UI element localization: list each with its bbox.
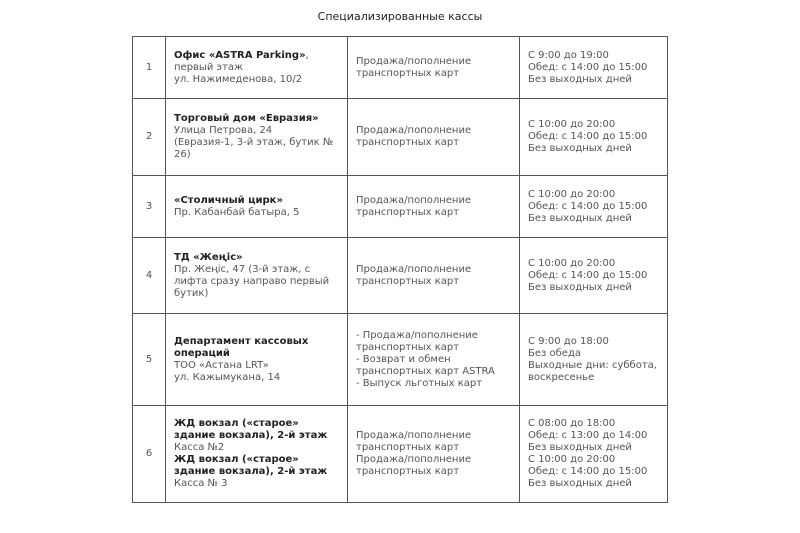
table-row	[133, 37, 668, 99]
location-address: Пр. Кабанбай батыра, 5	[174, 206, 300, 218]
location-cell	[166, 406, 348, 503]
service-item: Продажа/пополнение транспортных карт	[356, 430, 472, 453]
page-title: Специализированные кассы	[317, 10, 483, 23]
location-address: ул. Нажимеденова, 10/2	[174, 73, 303, 85]
hours-line: Обед: с 14:00 до 15:00	[528, 131, 648, 142]
service-item: Продажа/пополнение транспортных карт	[356, 194, 472, 218]
hours-line: Обед: с 14:00 до 15:00	[528, 466, 648, 477]
services-cell	[348, 99, 520, 176]
hours-line: С 10:00 до 20:00	[528, 454, 616, 465]
hours-line: Без выходных дней	[528, 478, 632, 489]
location-name: ТД «Жеңіс»	[174, 251, 243, 263]
location-name-secondary: ЖД вокзал («старое» здание вокзала), 2-й этаж	[174, 454, 328, 477]
hours-cell	[520, 99, 668, 176]
table-row	[133, 176, 668, 238]
location-address: Пр. Жеңіс, 47 (3-й этаж, с лифта сразу направо первый бутик)	[174, 263, 330, 299]
table-row	[133, 99, 668, 176]
hours-line: Выходные дни: суббота, воскресенье	[528, 359, 657, 383]
location-cell	[166, 37, 348, 99]
hours-line: С 10:00 до 20:00	[528, 119, 616, 130]
location-address: (Евразия-1, 3-й этаж, бутик № 26)	[174, 137, 334, 160]
service-item: - Выпуск льготных карт	[356, 377, 483, 389]
location-org: ТОО «Астана LRT»	[174, 359, 269, 371]
hours-line: Без выходных дней	[528, 281, 632, 293]
hours-line: С 9:00 до 19:00	[528, 49, 609, 61]
service-item: Продажа/пополнение транспортных карт	[356, 454, 472, 477]
row-number: 5	[133, 314, 166, 406]
table-row	[133, 406, 668, 503]
location-cell	[166, 238, 348, 314]
hours-line: Без выходных дней	[528, 442, 632, 453]
row-number: 6	[133, 406, 166, 503]
services-cell	[348, 238, 520, 314]
hours-line: Обед: с 13:00 до 14:00	[528, 430, 648, 441]
hours-line: Обед: с 14:00 до 15:00	[528, 200, 648, 212]
table-row	[133, 238, 668, 314]
service-item: Продажа/пополнение транспортных карт	[356, 55, 472, 79]
hours-line: Обед: с 14:00 до 15:00	[528, 61, 648, 73]
hours-line: С 10:00 до 20:00	[528, 188, 616, 200]
services-cell	[348, 406, 520, 503]
hours-cell	[520, 406, 668, 503]
row-number: 3	[133, 176, 166, 238]
service-item: Продажа/пополнение транспортных карт	[356, 263, 472, 287]
location-kassa: Касса № 3	[174, 478, 228, 489]
table-row	[133, 314, 668, 406]
location-address: ул. Кажымукана, 14	[174, 371, 281, 383]
services-cell	[348, 37, 520, 99]
hours-cell	[520, 176, 668, 238]
location-cell	[166, 99, 348, 176]
location-address: Улица Петрова, 24	[174, 125, 273, 136]
row-number: 4	[133, 238, 166, 314]
hours-line: Без выходных дней	[528, 212, 632, 224]
hours-line: С 10:00 до 20:00	[528, 257, 616, 269]
hours-line: Без выходных дней	[528, 143, 632, 154]
location-name: «Столичный цирк»	[174, 194, 283, 206]
hours-line: Без обеда	[528, 347, 581, 359]
location-name-suffix: , первый этаж	[174, 49, 309, 73]
service-item: - Возврат и обмен транспортных карт ASTRA	[356, 353, 495, 377]
location-name: Департамент кассовых операций	[174, 335, 309, 359]
kassy-table	[132, 36, 668, 503]
location-name: Торговый дом «Евразия»	[174, 113, 319, 124]
hours-cell	[520, 37, 668, 99]
hours-line: С 08:00 до 18:00	[528, 418, 616, 429]
location-name: Офис «ASTRA Parking»	[174, 49, 306, 61]
services-cell	[348, 314, 520, 406]
hours-cell	[520, 314, 668, 406]
location-name: ЖД вокзал («старое» здание вокзала), 2-й этаж	[174, 418, 328, 441]
location-kassa: Касса №2	[174, 442, 225, 453]
service-item: - Продажа/пополнение транспортных карт	[356, 329, 478, 353]
hours-line: С 9:00 до 18:00	[528, 335, 609, 347]
services-cell	[348, 176, 520, 238]
hours-cell	[520, 238, 668, 314]
location-cell	[166, 314, 348, 406]
hours-line: Без выходных дней	[528, 73, 632, 85]
service-item: Продажа/пополнение транспортных карт	[356, 125, 472, 148]
row-number: 2	[133, 99, 166, 176]
hours-line: Обед: с 14:00 до 15:00	[528, 269, 648, 281]
location-cell	[166, 176, 348, 238]
row-number: 1	[133, 37, 166, 99]
